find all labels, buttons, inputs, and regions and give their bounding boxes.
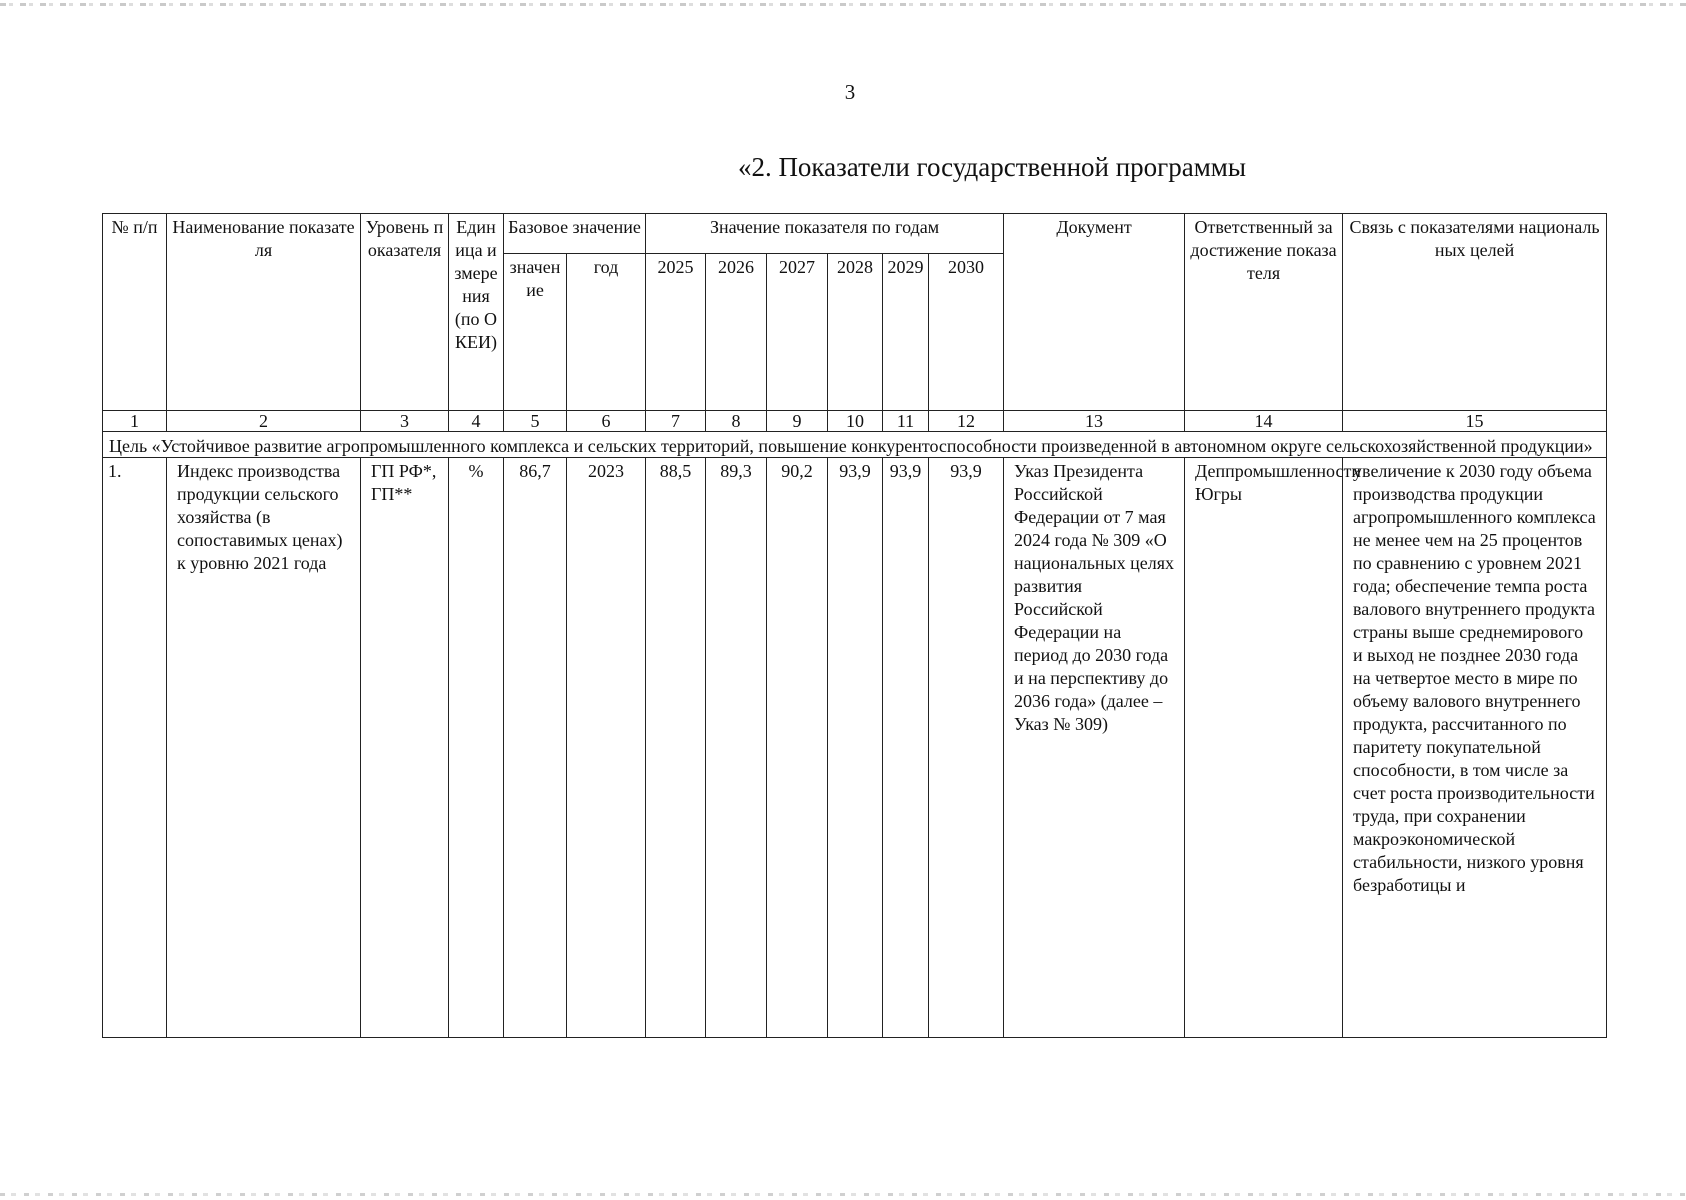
column-number: 5 bbox=[504, 411, 567, 432]
row-responsible: Деппромышленности Югры bbox=[1185, 458, 1343, 1038]
header-base-year: год bbox=[567, 254, 646, 411]
header-link: Связь с показателями национальных целей bbox=[1343, 214, 1607, 411]
header-unit: Единица измерения (по ОКЕИ) bbox=[449, 214, 504, 411]
column-number: 4 bbox=[449, 411, 504, 432]
column-number: 11 bbox=[883, 411, 929, 432]
header-row-top bbox=[103, 214, 1607, 254]
column-number: 2 bbox=[167, 411, 361, 432]
column-number: 1 bbox=[103, 411, 167, 432]
column-number: 9 bbox=[767, 411, 828, 432]
column-number: 13 bbox=[1004, 411, 1185, 432]
header-year-2029: 2029 bbox=[883, 254, 929, 411]
row-value-2029: 93,9 bbox=[883, 458, 929, 1038]
header-year-2025: 2025 bbox=[646, 254, 706, 411]
row-unit: % bbox=[449, 458, 504, 1038]
header-year-2028: 2028 bbox=[828, 254, 883, 411]
row-document: Указ Президента Российской Федерации от 7 мая 2024 года № 309 «О национальных целях развития Российской Федерации на период до 2030 года и на перспективу до 2036 года» (далее – Указ № 309) bbox=[1004, 458, 1185, 1038]
goal-text: Цель «Устойчивое развитие агропромышленного комплекса и сельских территорий, повышение конкурентоспособности произведенной в автономном округе сельскохозяйственной продукции» bbox=[103, 432, 1607, 458]
header-years-group: Значение показателя по годам bbox=[646, 214, 1004, 254]
row-base-value: 86,7 bbox=[504, 458, 567, 1038]
header-year-2030: 2030 bbox=[929, 254, 1004, 411]
header-base-value: значение bbox=[504, 254, 567, 411]
document-title-text: «2. Показатели государственной программы bbox=[737, 152, 1247, 182]
scan-bottom-edge bbox=[0, 1193, 1686, 1196]
document-title bbox=[0, 152, 1400, 183]
header-base-group: Базовое значение bbox=[504, 214, 646, 254]
row-value-2025: 88,5 bbox=[646, 458, 706, 1038]
row-link: увеличение к 2030 году объема производства продукции агропромышленного комплекса не менее чем на 25 процентов по сравнению с уровнем 2021 года; обеспечение темпа роста валового внутреннего продукта страны выше среднемирового и выход не позднее 2030 года на четвертое место в мире по объему валового внутреннего продукта, рассчитанного по паритету покупательной способности, в том числе за счет роста производительности труда, при сохранении макроэкономической стабильности, низкого уровня безработицы и bbox=[1343, 458, 1607, 1038]
goal-row bbox=[103, 432, 1607, 458]
header-responsible: Ответственный за достижение показателя bbox=[1185, 214, 1343, 411]
column-number: 14 bbox=[1185, 411, 1343, 432]
scan-top-edge bbox=[0, 3, 1686, 6]
column-number: 8 bbox=[706, 411, 767, 432]
row-value-2028: 93,9 bbox=[828, 458, 883, 1038]
indicators-table bbox=[102, 213, 1607, 1038]
row-level: ГП РФ*, ГП** bbox=[361, 458, 449, 1038]
header-num: № п/п bbox=[103, 214, 167, 411]
row-value-2030: 93,9 bbox=[929, 458, 1004, 1038]
column-number: 3 bbox=[361, 411, 449, 432]
row-value-2027: 90,2 bbox=[767, 458, 828, 1038]
column-number: 12 bbox=[929, 411, 1004, 432]
header-name: Наименование показателя bbox=[167, 214, 361, 411]
header-year-2027: 2027 bbox=[767, 254, 828, 411]
column-number: 15 bbox=[1343, 411, 1607, 432]
column-number: 6 bbox=[567, 411, 646, 432]
row-name: Индекс производства продукции сельского хозяйства (в сопоставимых ценах) к уровню 2021 года bbox=[167, 458, 361, 1038]
column-number: 7 bbox=[646, 411, 706, 432]
row-value-2026: 89,3 bbox=[706, 458, 767, 1038]
page-number: 3 bbox=[844, 80, 856, 104]
row-base-year: 2023 bbox=[567, 458, 646, 1038]
header-year-2026: 2026 bbox=[706, 254, 767, 411]
row-num: 1. bbox=[103, 458, 167, 1038]
header-level: Уровень показателя bbox=[361, 214, 449, 411]
table-row bbox=[103, 458, 1607, 1038]
column-number: 10 bbox=[828, 411, 883, 432]
header-document: Документ bbox=[1004, 214, 1185, 411]
column-number-row bbox=[103, 411, 1607, 432]
